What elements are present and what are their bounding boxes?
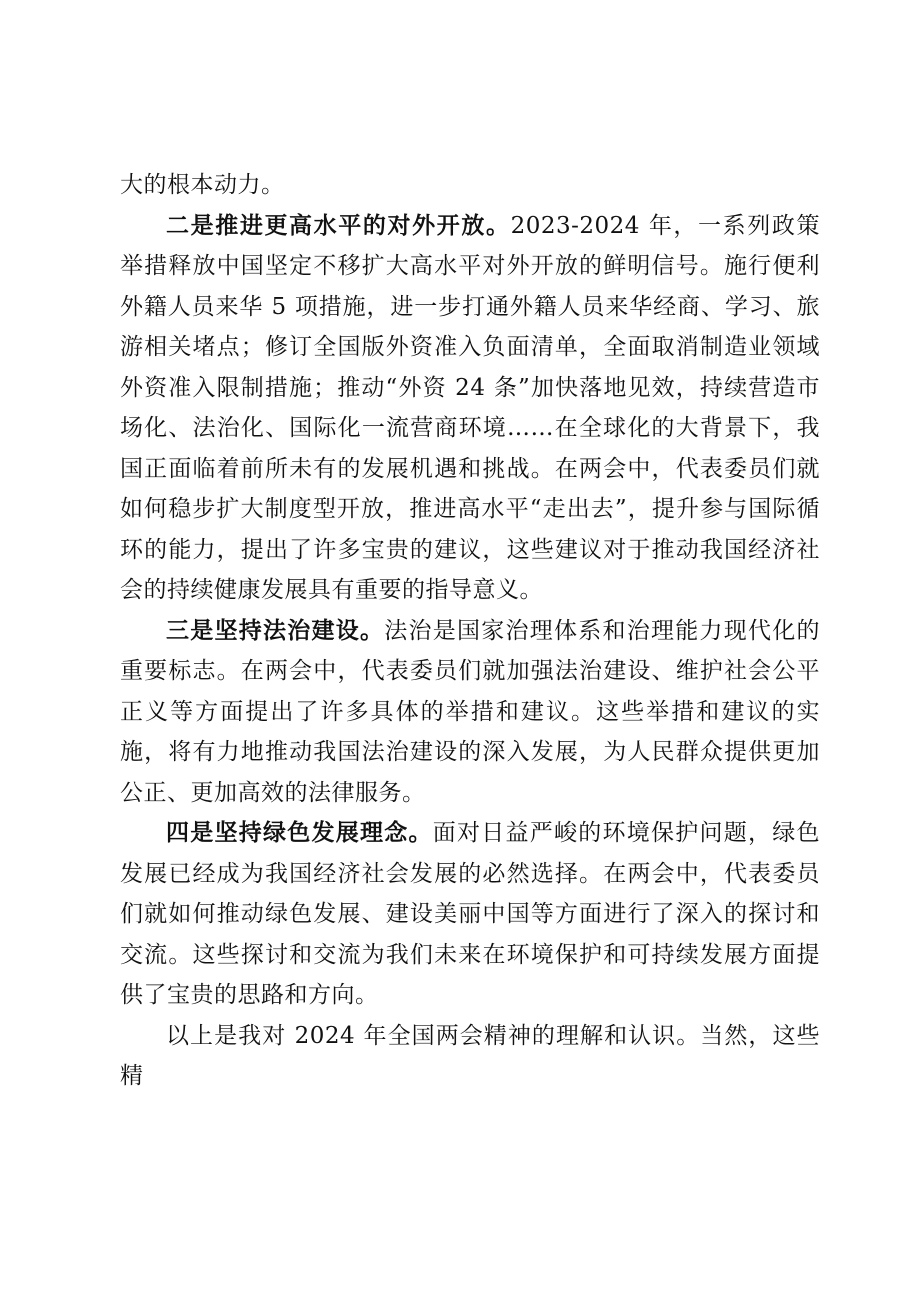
paragraph-text: 面对日益严峻的环境保护问题，绿色发展已经成为我国经济社会发展的必然选择。在两会中，代表委员们就如何推动绿色发展、建设美丽中国等方面进行了深入的探讨和交流。这些探讨和交流为我们未来在环境保护和可持续发展方面提供了宝贵的思路和方向。 xyxy=(120,820,820,1008)
paragraph-lead: 二是推进更高水平的对外开放。 xyxy=(166,211,511,239)
document-body xyxy=(120,165,820,1097)
paragraph-text: 2023-2024 年，一系列政策举措释放中国坚定不移扩大高水平对外开放的鲜明信号。施行便利外籍人员来华 5 项措施，进一步打通外籍人员来华经商、学习、旅游相关堵点；修订全国版外资准入负面清单，全面取消制造业领域外资准入限制措施；推动“外资 24 条”加快落地见效，持续营造市场化、法治化、国际化一流营商环境……在全球化的大背景下，我国正面临着前所未有的发展机遇和挑战。在两会中，代表委员们就如何稳步扩大制度型开放，推进高水平“走出去”，提升参与国际循环的能力，提出了许多宝贵的建议，这些建议对于推动我国经济社会的持续健康发展具有重要的指导意义。 xyxy=(120,212,820,603)
paragraph-rule-of-law xyxy=(120,611,820,814)
paragraph-lead: 四是坚持绿色发展理念。 xyxy=(166,819,433,846)
paragraph-lead: 三是坚持法治建设。 xyxy=(166,616,385,644)
paragraph-text: 以上是我对 2024 年全国两会精神的理解和认识。当然，这些精 xyxy=(120,1022,820,1089)
paragraph-text: 大的根本动力。 xyxy=(120,172,285,198)
paragraph-opening-up xyxy=(120,206,820,611)
paragraph-text: 法治是国家治理体系和治理能力现代化的重要标志。在两会中，代表委员们就加强法治建设、维护社会公平正义等方面提出了许多具体的举措和建议。这些举措和建议的实施，将有力地推动我国法治建设的深入发展，为人民群众提供更加公正、更加高效的法律服务。 xyxy=(120,617,820,806)
paragraph-continuation xyxy=(120,165,820,206)
paragraph-conclusion xyxy=(120,1016,820,1097)
paragraph-green-development xyxy=(120,813,820,1016)
